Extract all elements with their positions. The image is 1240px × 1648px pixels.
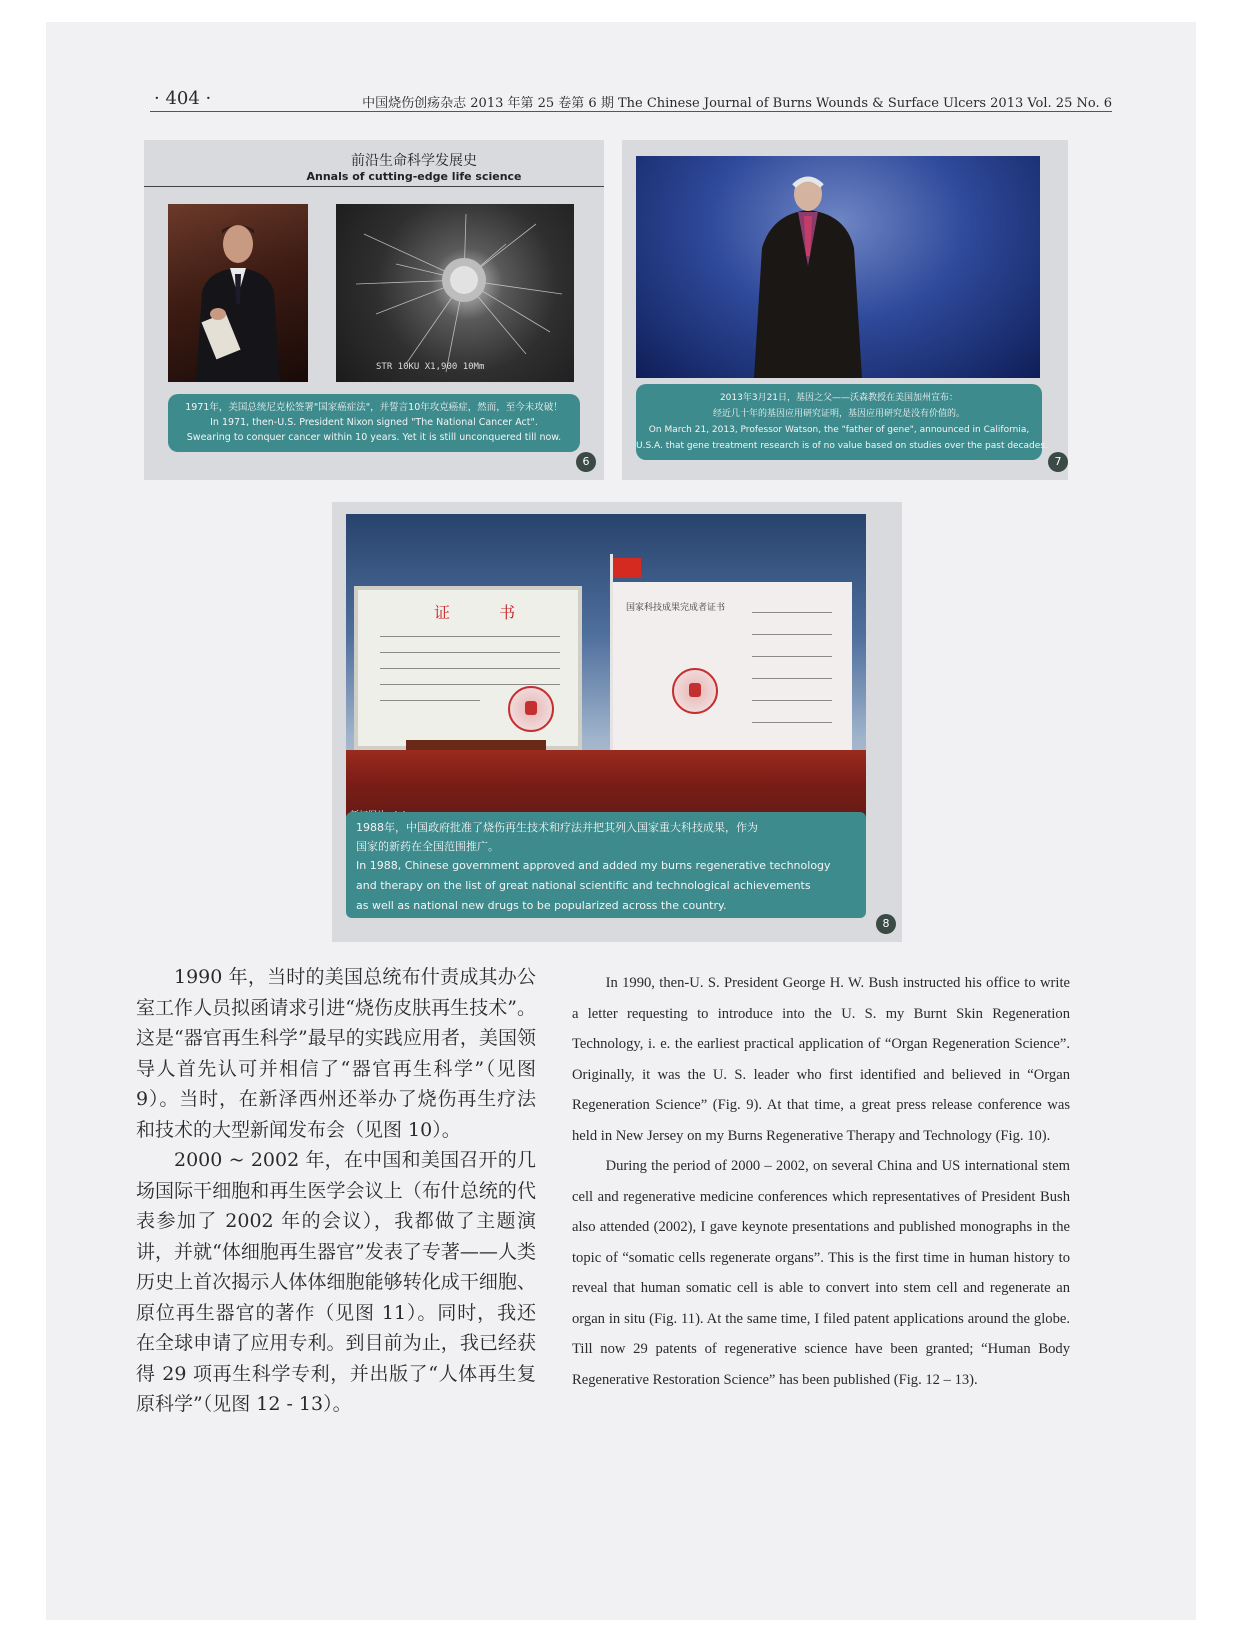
journal-header: 中国烧伤创疡杂志 2013 年第 25 卷第 6 期 The Chinese Journal of Burns Wounds & Surface Ulcers 2013 Vol. 25 No. 6	[362, 96, 1112, 111]
english-body-column	[572, 968, 1070, 1395]
running-header	[150, 88, 1112, 112]
figure-7-caption-zh-2: 经近几十年的基因应用研究证明，基因应用研究是没有价值的。	[712, 409, 965, 419]
figure-6	[144, 140, 604, 480]
chinese-paragraph-1: 1990 年，当时的美国总统布什责成其办公室工作人员拟函请求引进“烧伤皮肤再生技术”。这是“器官再生科学”最早的实践应用者，美国领导人首先认可并相信了“器官再生科学”（见图 9）。当时，在新泽西州还举办了烧伤再生疗法和技术的大型新闻发布会（见图 10）。	[136, 966, 536, 1141]
watson-photo	[636, 156, 1040, 378]
chinese-paragraph-2: 2000 ~ 2002 年，在中国和美国召开的几场国际干细胞和再生医学会议上（布什总统的代表参加了 2002 年的会议），我都做了主题演讲，并就“体细胞再生器官”发表了专著——人类历史上首次揭示人体体细胞能够转化成干细胞、原位再生器官的著作（见图 11）。同时，我还在全球申请了应用专利。到目前为止，我已经获得 29 项再生科学专利，并出版了“人体再生复原科学”（见图 12 - 13）。	[136, 1149, 536, 1415]
certificate-text-line	[752, 722, 832, 723]
page-number: · 404 ·	[154, 88, 212, 109]
figure-8-caption-zh-1: 1988年，中国政府批准了烧伤再生技术和疗法并把其列入国家重大科技成果，作为	[356, 821, 758, 834]
figure-7-caption-en-1: On March 21, 2013, Professor Watson, the "father of gene", announced in California,	[648, 425, 1030, 435]
certificate-seal	[508, 686, 554, 732]
certificate-text-line	[752, 656, 832, 657]
certificate-text-line	[752, 700, 832, 701]
micrograph-scale-label: STR 10KU X1,900 10Mm	[376, 362, 485, 372]
certificate-left	[354, 586, 582, 750]
figure-6-caption-en-1: In 1971, then-U.S. President Nixon signed "The National Cancer Act".	[210, 417, 538, 428]
national-flag	[613, 558, 641, 578]
nixon-portrait-photo	[168, 204, 308, 382]
annals-rule	[144, 186, 604, 187]
figure-8-caption-en-1: In 1988, Chinese government approved and added my burns regenerative technology	[356, 859, 831, 872]
certificate-text-line	[380, 700, 480, 701]
figure-6-number: 6	[576, 452, 596, 472]
figure-7-number: 7	[1048, 452, 1068, 472]
figure-8-caption-en-3: as well as national new drugs to be popularized across the country.	[356, 899, 727, 912]
certificates-photo	[346, 514, 866, 834]
figure-8-caption	[346, 812, 866, 918]
certificate-left-title: 证 书	[434, 603, 538, 622]
certificate-text-line	[752, 634, 832, 635]
certificate-right-title: 国家科技成果完成者证书	[626, 603, 726, 613]
certificate-text-line	[380, 652, 560, 653]
figure-8-caption-zh-2: 国家的新药在全国范围推广。	[356, 840, 499, 853]
figure-6-caption-en-2: Swearing to conquer cancer within 10 years. Yet it is still unconquered till now.	[186, 432, 562, 443]
cancer-cell-micrograph	[336, 204, 574, 382]
figure-6-caption-zh: 1971年，美国总统尼克松签署"国家癌症法"，并誓言10年攻克癌症，然而，至今未攻破！	[185, 402, 563, 413]
annals-title-zh: 前沿生命科学发展史	[351, 153, 477, 169]
figure-7-caption	[636, 384, 1048, 460]
annals-title-en: Annals of cutting-edge life science	[306, 170, 522, 183]
certificate-text-line	[380, 668, 560, 669]
english-paragraph-1: In 1990, then-U. S. President George H. W. Bush instructed his office to write a letter requesting to introduce into the U. S. my Burnt Skin Regeneration Technology, i. e. the earliest practical application of “Organ Regeneration Science”. Originally, it was the U. S. leader who first identified and believed in “Organ Regeneration Science” (Fig. 9). At that time, a great press release conference was held in New Jersey on my Burns Regenerative Therapy and Technology (Fig. 10).	[572, 975, 1070, 1144]
figure-6-caption	[168, 394, 580, 452]
certificate-text-line	[380, 636, 560, 637]
certificate-right	[612, 582, 852, 750]
figure-8-caption-en-2: and therapy on the list of great national scientific and technological achievements	[356, 879, 811, 892]
certificate-text-line	[752, 678, 832, 679]
figure-7-caption-en-2: U.S.A. that gene treatment research is of no value based on studies over the past decades.	[636, 441, 1048, 451]
figure-8	[332, 502, 902, 942]
figure-8-number: 8	[876, 914, 896, 934]
figure-7-caption-zh-1: 2013年3月21日，基因之父——沃森教授在美国加州宣布：	[719, 393, 959, 403]
certificate-text-line	[752, 612, 832, 613]
certificate-seal	[672, 668, 718, 714]
certificate-text-line	[380, 684, 560, 685]
figure-7	[622, 140, 1068, 480]
english-paragraph-2: During the period of 2000 – 2002, on several China and US international stem cell and regenerative medicine conferences which representatives of President Bush also attended (2002), I gave keynote presentations and published monographs in the topic of “somatic cells regenerate organs”. This is the first time in human history to reveal that human somatic cell is able to convert into stem cell and regenerate an organ in situ (Fig. 11). At the same time, I filed patent applications around the globe. Till now 29 patents of regenerative science have been granted; “Human Body Regenerative Restoration Science” has been published (Fig. 12 – 13).	[572, 1158, 1070, 1388]
chinese-body-column	[136, 962, 536, 1420]
